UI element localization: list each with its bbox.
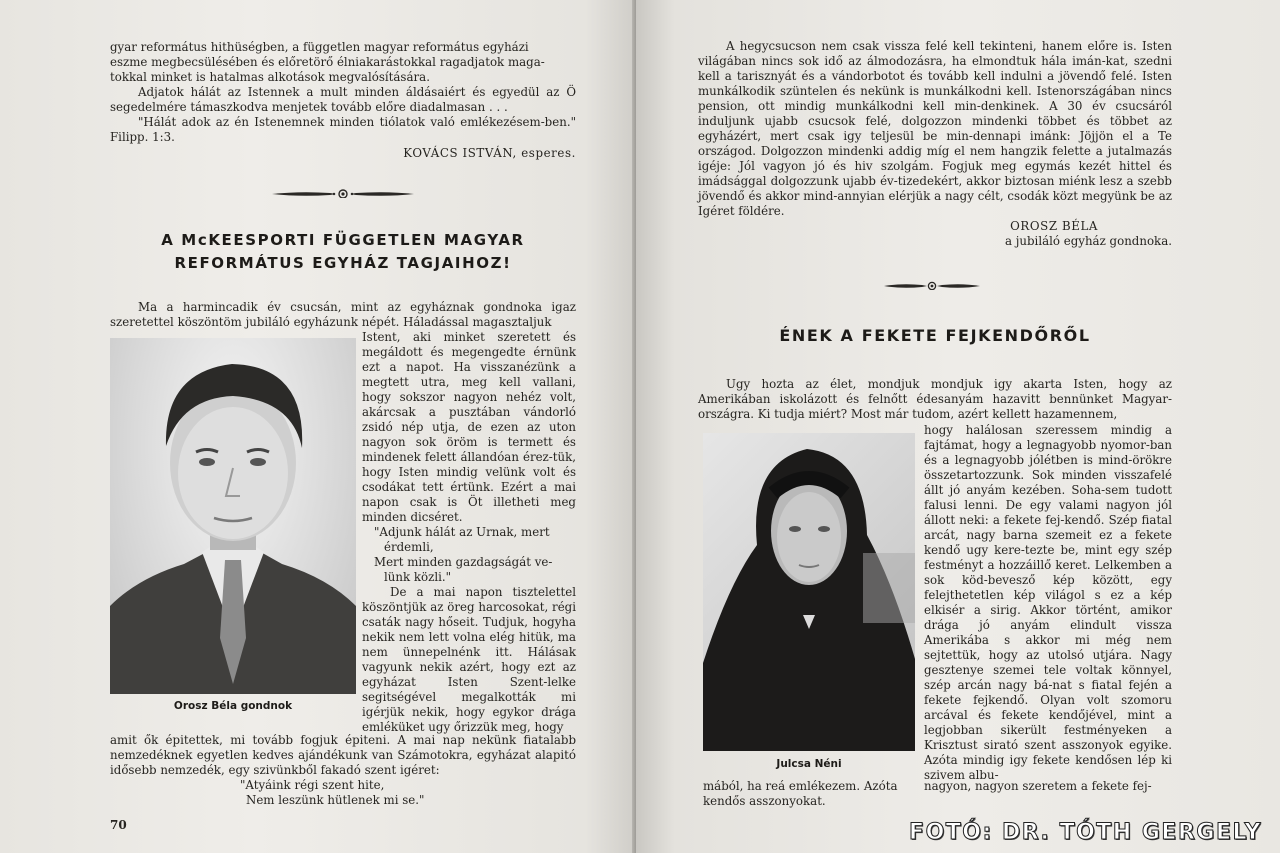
right-intro-paragraph: A hegycsucson nem csak vissza felé kell tekinteni, hanem előre is. Isten világában nincs sok idő az álmodozásra, ha elmondtuk hála imán-kat, szedni kell a tarisznyát és a vándorbotot és tovább kell indulni a jövendő felé. Isten munkálkodik szüntelen és nekünk is munkálkodni kell. Istenországában nincs pension, ott mindig munkálkodni kell min-denkinek. A 30 év csucsáról induljunk ujabb csucsok felé, dolgozzon mindenki többet és többet az egyházért, mert csak igy teljesül be min-dennapi imánk: Jöjjön el a Te országod. Dolgozzon mindenki addig míg el nem hangzik felette a jutalmazás igéje: Jól vagyon jó és hiv szolgám. Fogjuk meg egymás kezét hittel és imádsággal dolgozzunk ujabb év-tizedekért, akkor biztosan miénk lesz a szebb jövendő és akkor mind-annyian elérjük a nagy célt, csodák közt megyünk be az Igéret földére. (698, 39, 1172, 218)
closing-line-2: Nem leszünk hütlenek mi se." (246, 793, 425, 807)
right-heading: ÉNEK A FEKETE FEJKENDŐRŐL (779, 326, 1091, 345)
left-body-bottom (110, 733, 576, 808)
portrait-woman-icon (703, 433, 915, 751)
body-side-paragraph: Istent, aki minket szeretett és megáldott és megengedte érnünk ezt a napot. Ha visszanézünk a megtett utra, meg kell vallani, hogy sokszor nagyon nehéz volt, akárcsak a pusztában vándorló zsidó nép utja, de ezen az uton nagyon sok öröm is termett és mindenek felett állandóan érez-tük, hogy Isten mindig velünk volt és csodákat tett értünk. Ezért a mai napon csak is Öt illetheti meg minden dicséret. (362, 330, 576, 524)
right-body-end-right: nagyon, nagyon szeretem a fekete fej- (924, 779, 1152, 793)
signature-orosz-name: OROSZ BÉLA (1010, 219, 1098, 233)
left-heading (110, 229, 576, 275)
intro-line: tokkal minket is hatalmas alkotások megvalósítására. (110, 70, 430, 84)
photo-caption-orosz: Orosz Béla gondnok (173, 700, 293, 712)
right-body-top: Ugy hozta az élet, mondjuk mondjuk igy akarta Isten, hogy az Amerikában iskolázott és felnőtt édesanyám hazavitt bennünket Magyar-országra. Ki tudja miért? Most már tudom, azért kellett hazamennem, (698, 377, 1172, 421)
heading-line-2: REFORMÁTUS EGYHÁZ TAGJAIHOZ! (174, 254, 512, 272)
photo-credit-watermark: FOTÓ: DR. TÓTH GERGELY (909, 820, 1262, 845)
intro-paragraph-2: Adjatok hálát az Istennek a mult minden áldásaiért és egyedül az Ö segedelmére támaszkodva menjetek tovább előre diadalmasan . . . (110, 85, 576, 114)
page-number: 70 (110, 818, 127, 832)
closing-line-1: "Atyáink régi szent hite, (240, 778, 385, 792)
signature-kovacs: KOVÁCS ISTVÁN, esperes. (403, 146, 576, 160)
body-side-paragraph-2: De a mai napon tisztelettel köszöntjük az öreg harcosokat, régi csaták nagy hőseit. Tudjuk, hogyha nekik nem lett volna elég hitük, ma nem ünnepelnénk itt. Hálásak vagyunk nekik azért, hogy ezt az egyházat Isten Szent-lelke segitségével megalkották mi igérjük nekik, hogy egykor drága emléküket ugy őrizzük meg, hogy (362, 585, 576, 734)
intro-paragraph-3: "Hálát adok az én Istenemnek minden tiólatok való emlékezésem-ben." Filipp. 1:3. (110, 115, 576, 144)
quote-line-2: Mert minden gazdagságát ve-lünk közli." (374, 555, 553, 584)
signature-orosz-title: a jubiláló egyház gondnoka. (1004, 234, 1172, 248)
right-page (636, 0, 1280, 853)
portrait-man-icon (110, 338, 356, 694)
photo-caption-julcsa: Julcsa Néni (776, 758, 842, 770)
heading-line-1: A McKEESPORTI FÜGGETLEN MAGYAR (161, 231, 525, 249)
intro-line: eszme megbecsülésében és előretörő élniakarástokkal ragadjatok maga- (110, 55, 545, 69)
left-body-top: Ma a harmincadik év csucsán, mint az egyháznak gondnoka igaz szeretettel köszöntöm jubiláló egyházunk népét. Háladással magasztaljuk (110, 300, 576, 329)
intro-line: gyar református hithüségben, a független magyar református egyházi (110, 40, 529, 54)
left-intro (110, 40, 576, 161)
right-body-side: hogy halálosan szeressem mindig a fajtámat, hogy a legnagyobb nyomor-ban és a legnagyobb jólétben is mind-örökre összetartozzunk. Sok minden visszafelé állt jó anyám kezében. Soha-sem tudott falusi lenni. De egy valami nagyon jól állott neki: a fekete fej-kendő. Szép fiatal arcát, nagy barna szemeit ez a fekete kendő ugy kere-tezte be, mint egy szép festményt a hozzáillő keret. Lelkemben a sok köd-bevesző kép között, egy felejthetetlen kép világol s ez a kép elkisér a sirig. Akkor történt, amikor drága jó anyám elindult vissza Amerikába s akkor mi még nem sejtettük, hogy az utolsó utjára. Nagy gesztenye szemei tele voltak könnyel, szép arcán nagy bá-nat s fiatal fején a fekete fejkendő. Olyan volt szomoru arcával és fekete kendőjével, mint a legjobban sikerült festményeken a Krisztust sirató szent asszonyok egyike. Azóta mindig igy fekete kendősen lép ki szivem albu- (924, 423, 1172, 782)
ornament-divider-icon (882, 280, 982, 290)
portrait-photo-julcsa (703, 433, 915, 751)
body-bottom-paragraph: amit ők épitettek, mi tovább fogjuk épiteni. A mai nap nekünk fiatalabb nemzedéknek egyetlen kedves ajándékunk van Számotokra, egyházat alapitó idősebb nemzedék, egy szivünkből fakadó szent igéret: (110, 733, 576, 777)
left-page (0, 0, 636, 853)
left-body-side (362, 330, 576, 735)
quote-line-1: "Adjunk hálát az Urnak, mert érdemli, (374, 525, 550, 554)
ornament-divider-icon (270, 188, 416, 198)
portrait-photo-orosz (110, 338, 356, 694)
right-body-end-left: mából, ha reá emlékezem. Azóta kendős asszonyokat. (703, 779, 898, 808)
